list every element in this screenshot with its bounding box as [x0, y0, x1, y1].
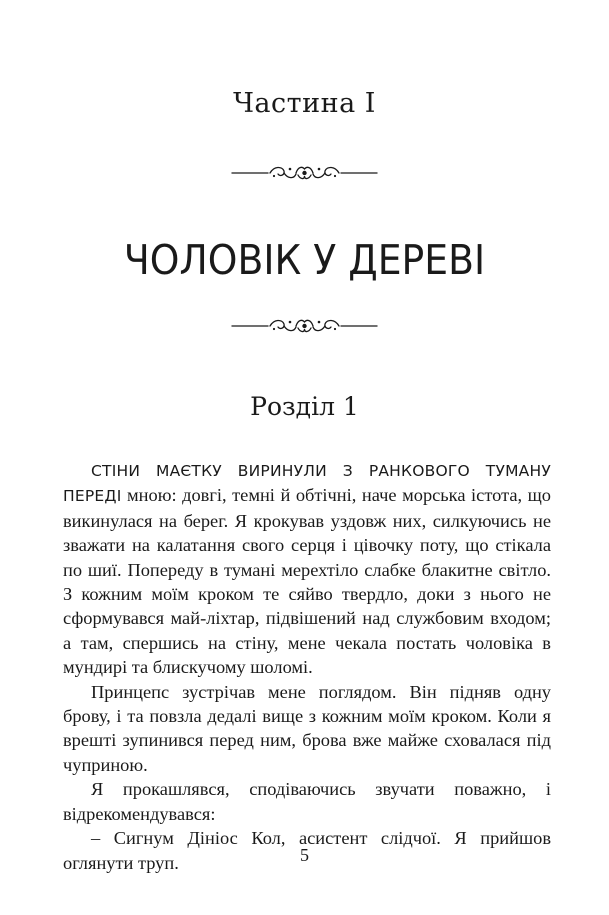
paragraph-3: Я прокашлявся, сподіваючись звучати поважно, і відрекомендувався:: [63, 779, 551, 824]
page-number: 5: [300, 845, 309, 865]
paragraph-1-text: мною: довгі, темні й обтічні, наче морська істота, що викинулася на берег. Я крокував уздовж них, силкуючись не зважати на калатання свого серця і цівочку поту, що стікала по шиї. Попереду в тумані мерехтіло слабке блакитне світло. З кожним моїм кроком те сяйво твердло, доки з нього не сформувався май-ліхтар, підвішений над службовим входом; а там, спершись на стіну, мене чекала постать чоловіка в мундирі та блискучому шоломі.: [63, 485, 551, 678]
chapter-title: Розділ 1: [250, 392, 359, 421]
flourish-divider-icon: [230, 315, 379, 337]
paragraph-1: [63, 458, 551, 680]
flourish-divider-icon: [230, 162, 379, 184]
chapter-body: [63, 458, 551, 875]
part-title: Частина I: [233, 88, 376, 119]
paragraph-1-lead: СТІНИ МАЄТКУ ВИРИНУЛИ З РАНКОВОГО ТУМАНУ ПЕРЕДІ: [63, 462, 551, 506]
paragraph-4: – Сигнум Дініос Кол, асистент слідчої. Я прийшов оглянути труп.: [63, 828, 551, 873]
story-title: ЧОЛОВІК У ДЕРЕВІ: [123, 236, 486, 284]
paragraph-2: Принцепс зустрічав мене поглядом. Він підняв одну брову, і та повзла дедалі вище з кожним моїм кроком. Коли я врешті зупинився перед ним, брова вже майже сховалася під чуприною.: [63, 681, 551, 775]
